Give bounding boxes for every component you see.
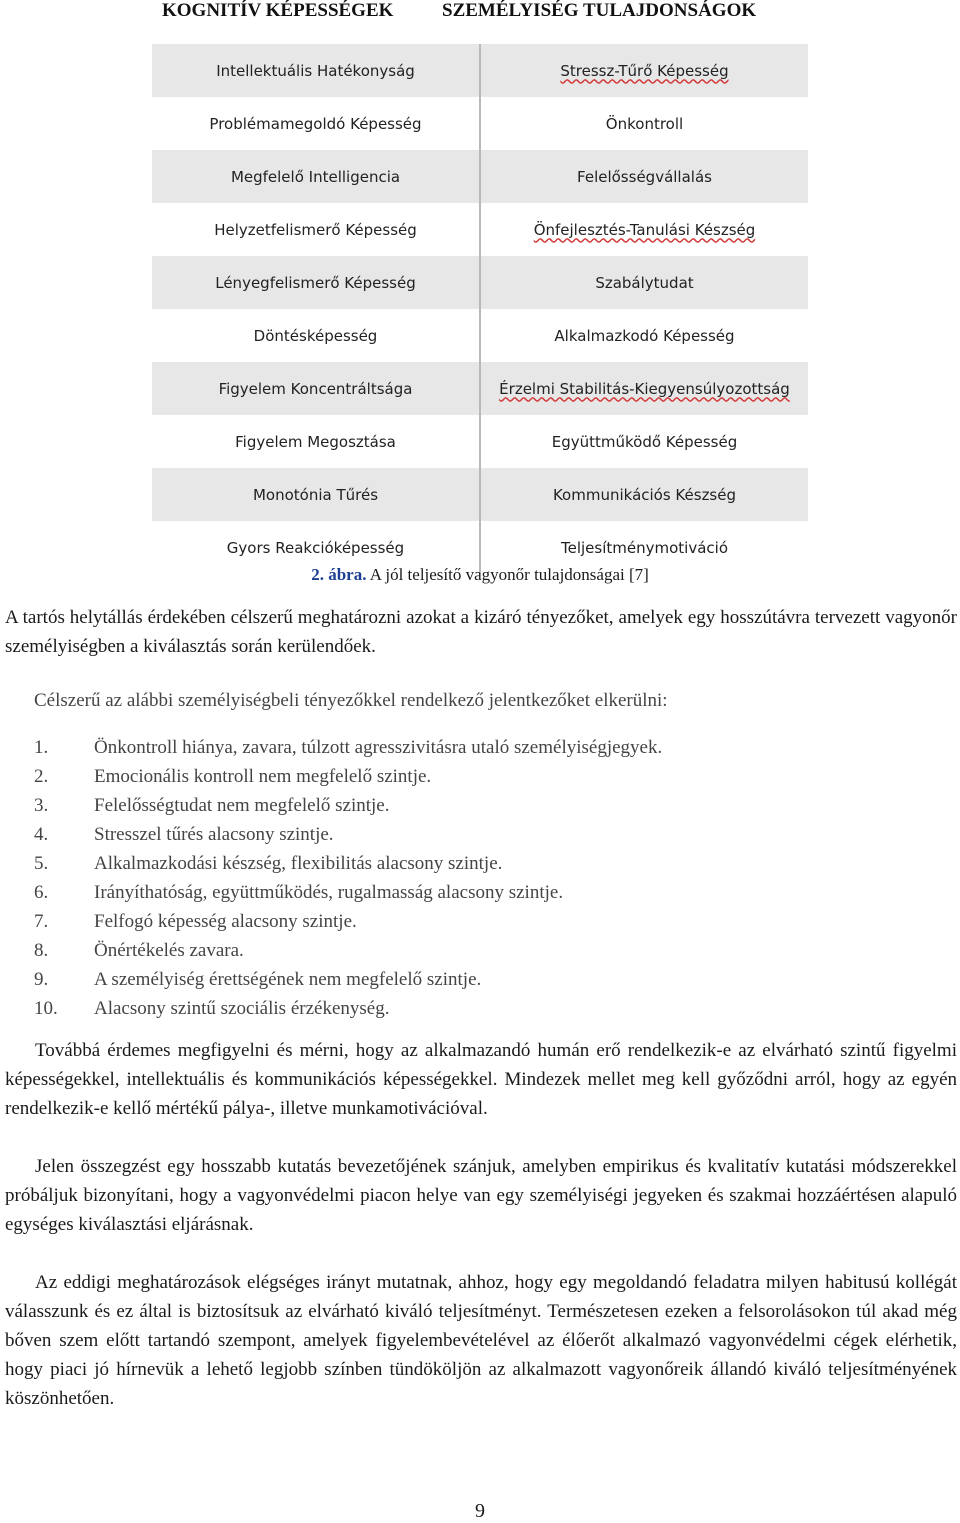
list-item: 6. Irányíthatóság, együttműködés, rugalmasság alacsony szintje.	[34, 881, 564, 903]
figure-number: 2. ábra.	[311, 565, 367, 584]
table-row	[152, 309, 808, 362]
figure-title: A jól teljesítő vagyonőr tulajdonságai [7]	[366, 565, 649, 584]
personality-cell: Érzelmi Stabilitás-Kiegyensúlyozottság	[481, 362, 808, 415]
personality-cell: Önfejlesztés-Tanulási Készség	[481, 203, 808, 256]
personality-cell: Szabálytudat	[481, 256, 808, 309]
page-number: 9	[475, 1500, 485, 1522]
table-row	[152, 44, 808, 97]
personality-cell: Felelősségvállalás	[481, 150, 808, 203]
paragraph-intro: A tartós helytállás érdekében célszerű meghatározni azokat a kizáró tényezőket, amelyek egy hosszútávra tervezett vagyonőr személyiségben a kiválasztás során kerülendőek.	[5, 607, 957, 657]
personality-cell: Alkalmazkodó Képesség	[481, 309, 808, 362]
cognitive-cell: Gyors Reakcióképesség	[152, 521, 481, 574]
paragraph-research: Jelen összegzést egy hosszabb kutatás bevezetőjének szánjuk, amelyben empirikus és kvalitatív kutatási módszerekkel próbáljuk bizonyítani, hogy a vagyonvédelmi piacon helye van egy személyiségi jegyeken és szakmai hozzáértésen alapuló egységes kiválasztási eljárásnak.	[5, 1156, 957, 1235]
cognitive-cell: Lényegfelismerő Képesség	[152, 256, 481, 309]
cognitive-cell: Monotónia Tűrés	[152, 468, 481, 521]
list-item: 8. Önértékelés zavara.	[34, 939, 244, 961]
list-item: 4. Stresszel tűrés alacsony szintje.	[34, 823, 334, 845]
cognitive-cell: Figyelem Koncentráltsága	[152, 362, 481, 415]
list-item: 5. Alkalmazkodási készség, flexibilitás alacsony szintje.	[34, 852, 503, 874]
header-personality: SZEMÉLYISÉG TULAJDONSÁGOK	[442, 0, 757, 21]
cognitive-cell: Problémamegoldó Képesség	[152, 97, 481, 150]
paragraph-conclusion: Az eddigi meghatározások elégséges irányt mutatnak, ahhoz, hogy egy megoldandó feladatra milyen habitusú kollégát válasszunk és ez által is biztosítsuk az elvárható kiváló teljesítményt. Természetesen ezeken a felsorolásokon túl akad még bőven szem előtt tartandó szempont, amelyek figyelembevételével az élőerőt alkalmazó vagyonvédelmi cégek elérhetik, hogy piaci jó hírnevük a lehető legjobb színben tündököljön az alkalmazott vagyonőreik állandó kiváló teljesítményének köszönhetően.	[5, 1272, 957, 1409]
table-row	[152, 97, 808, 150]
header-cognitive: KOGNITÍV KÉPESSÉGEK	[162, 0, 394, 21]
cognitive-cell: Megfelelő Intelligencia	[152, 150, 481, 203]
cognitive-cell: Figyelem Megosztása	[152, 415, 481, 468]
cognitive-cell: Helyzetfelismerő Képesség	[152, 203, 481, 256]
figure-caption	[0, 565, 960, 585]
table-row	[152, 150, 808, 203]
paragraph-attention: Továbbá érdemes megfigyelni és mérni, hogy az alkalmazandó humán erő rendelkezik-e az elvárható szintű figyelmi képességekkel, intellektuális és kommunikációs képességekkel. Mindezek mellet meg kell győződni arról, hogy az egyén rendelkezik-e kellő mértékű pálya-, illetve munkamotivációval.	[5, 1040, 957, 1119]
list-item: 10. Alacsony szintű szociális érzékenység.	[34, 997, 390, 1019]
personality-cell: Együttműködő Képesség	[481, 415, 808, 468]
list-item: 7. Felfogó képesség alacsony szintje.	[34, 910, 357, 932]
list-intro: Célszerű az alábbi személyiségbeli tényezőkkel rendelkező jelentkezőket elkerülni:	[34, 690, 668, 711]
list-item: 9. A személyiség érettségének nem megfelelő szintje.	[34, 968, 482, 990]
list-item: 3. Felelősségtudat nem megfelelő szintje.	[34, 794, 390, 816]
personality-cell: Stressz-Tűrő Képesség	[481, 44, 808, 97]
personality-cell: Kommunikációs Készség	[481, 468, 808, 521]
list-item: 1. Önkontroll hiánya, zavara, túlzott agresszivitásra utaló személyiségjegyek.	[34, 736, 663, 758]
table-row	[152, 256, 808, 309]
cognitive-cell: Döntésképesség	[152, 309, 481, 362]
table-row	[152, 362, 808, 415]
list-item: 2. Emocionális kontroll nem megfelelő szintje.	[34, 765, 432, 787]
personality-cell: Teljesítménymotiváció	[481, 521, 808, 574]
figure-table	[152, 44, 808, 574]
personality-cell: Önkontroll	[481, 97, 808, 150]
table-row	[152, 415, 808, 468]
cognitive-cell: Intellektuális Hatékonyság	[152, 44, 481, 97]
exclusion-list	[34, 733, 662, 1023]
table-row	[152, 468, 808, 521]
figure-header	[152, 0, 812, 26]
table-row	[152, 203, 808, 256]
